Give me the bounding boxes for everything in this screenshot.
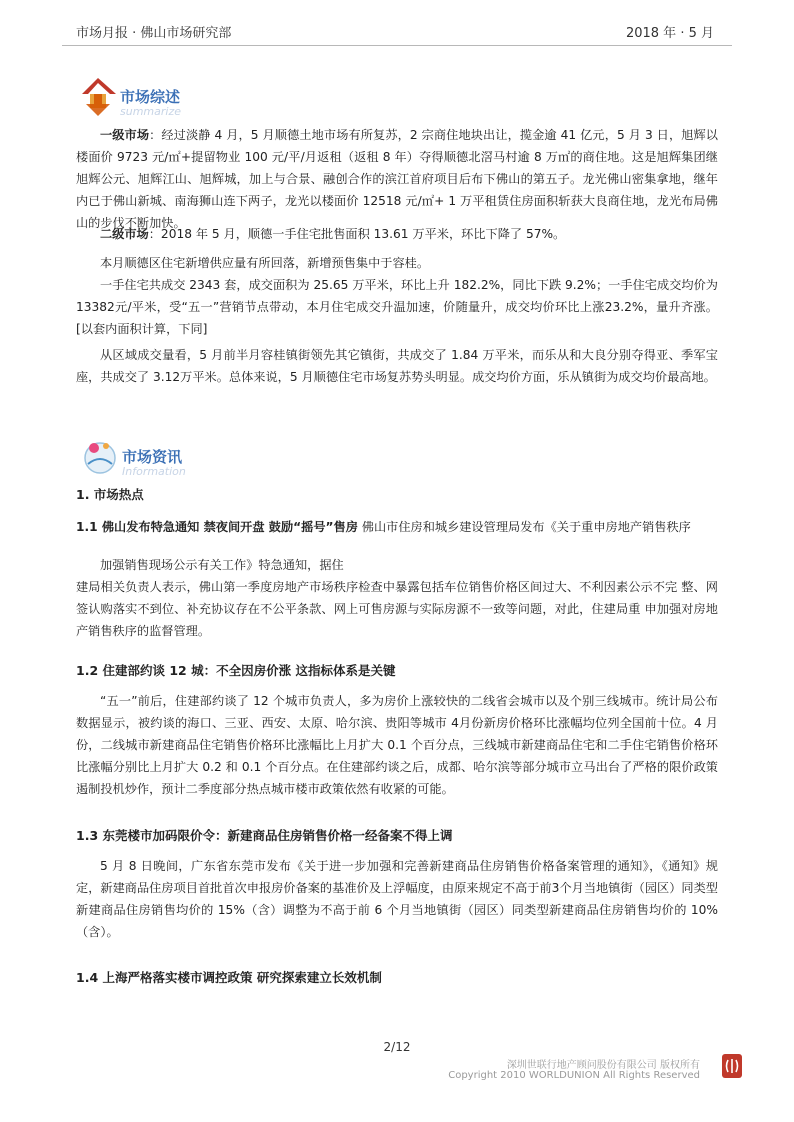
paragraph-transactions: 一手住宅共成交 2343 套，成交面积为 25.65 万平米，环比上升 182.2%，同比下跌 9.2%；一手住宅成交均价为 13382元/平米，受“五一”营销节点带动，本月住宅成交升温加速，价随量升，成交均价环比上涨23.2%，量升齐涨。[以套内面积计算，下同] [76,278,718,336]
paragraph-regional: 从区域成交量看，5 月前半月容桂镇街领先其它镇街，共成交了 1.84 万平米，而乐从和大良分别夺得亚、季军宝座，共成交了 3.12万平米。总体来说，5 月顺德住宅市场复苏势头明显。成交均价方面，乐从镇街为成交均价最高地。 [76,348,718,384]
item-1-3-title: 1.3 东莞楼市加码限价令：新建商品住房销售价格一经备案不得上调 [76,828,453,843]
header-date: 2018 年 · 5 月 [625,26,714,41]
company-logo-icon [721,1053,743,1079]
item-1-4-title: 1.4 上海严格落实楼市调控政策 研究探索建立长效机制 [76,970,382,985]
header-rule [62,45,732,46]
house-arrow-icon [78,74,122,120]
summary-logo-title: 市场综述 [120,88,181,106]
item-1-1-body: 建局相关负责人表示，佛山第一季度房地产市场秩序检查中暴露包括车位销售价格区间过大、不利因素公示不完 整、网签认购落实不到位、补充协议存在不公平条款、网上可售房源与实际房源不一致等问题，对此，住建局重 申加强对房地产销售秩序的监督管理。 [76,580,718,638]
item-1-1-title: 1.1 佛山发布特急通知 禁夜间开盘 鼓励“摇号”售房 [76,520,358,534]
information-logo-subtitle: Information [122,465,186,478]
page-number: 2/12 [383,1040,411,1054]
information-logo [80,434,230,484]
paragraph-supply: 本月顺德区住宅新增供应量有所回落，新增预售集中于容桂。 [100,256,430,270]
page-header [0,0,794,46]
item-1-2-title: 1.2 住建部约谈 12 城：不全因房价涨 这指标体系是关键 [76,663,396,678]
item-1-1-line2: 加强销售现场公示有关工作》特急通知，据住 [100,558,344,572]
item-1-1-header [76,516,718,538]
summary-logo [78,74,228,124]
information-logo-title: 市场资讯 [122,448,183,466]
paragraph-secondary-market [76,223,718,245]
footer-company: 深圳世联行地产顾问股份有限公司 版权所有 [506,1060,700,1071]
header-left-title: 市场月报 · 佛山市场研究部 [76,26,232,41]
secondary-market-text: ：2018 年 5 月，顺德一手住宅批售面积 13.61 万平米，环比下降了 57%。 [148,227,566,241]
primary-market-text: ：经过淡静 4 月，5 月顺德土地市场有所复苏，2 宗商住地块出让，揽金逾 41 亿元，5 月 3 日，旭辉以楼面价 9723 元/㎡+提留物业 100 元/平/月返租（返租 8 年）夺得顺德北滘马村逾 8 万㎡的商住地。这是旭辉集团继旭辉公元、旭辉江山、旭辉城，加上与合景、融创合作的滨江首府项目后布下佛山的第五子。龙光佛山密集拿地，继年内已于佛山新城、南海狮山连下两子，龙光以楼面价 12518 元/㎡+ 1 万平租赁住房面积斩获大良商住地，龙光布局佛山的步伐不断加快。 [76,128,718,230]
summary-logo-subtitle: summarize [120,105,181,118]
secondary-market-label: 二级市场 [100,227,149,241]
paragraph-primary-market [76,124,718,234]
primary-market-label: 一级市场 [100,128,150,142]
item-1-3-body: 5 月 8 日晚间，广东省东莞市发布《关于进一步加强和完善新建商品住房销售价格备案管理的通知》，《通知》规定，新建商品住房项目首批首次申报房价备案的基准价及上浮幅度，由原来规定不高于前3个月当地镇街（园区）同类型新建商品住房销售均价的 15%（含）调整为不高于前 6 个月当地镇街（园区）同类型新建商品住房销售均价的 10%（含）。 [76,859,718,939]
footer-copyright: Copyright 2010 WORLDUNION All Rights Reserved [448,1070,700,1081]
info-globe-icon [80,434,120,478]
heading-market-hotspots: 1. 市场热点 [76,487,144,502]
item-1-1-lead: 佛山市住房和城乡建设管理局发布《关于重申房地产销售秩序 [357,520,691,534]
item-1-2-body: “五一”前后，住建部约谈了 12 个城市负责人，多为房价上涨较快的二线省会城市以及个别三线城市。统计局公布数据显示，被约谈的海口、三亚、西安、太原、哈尔滨、贵阳等城市 4月份新房价格环比涨幅均位列全国前十位。4 月份，二线城市新建商品住宅销售价格环比涨幅比上月扩大 0.1 个百分点，三线城市新建商品住宅和二手住宅销售价格环比涨幅分别比上月扩大 0.2 和 0.1 个百分点。在住建部约谈之后，成都、哈尔滨等部分城市立马出台了严格的限价政策遏制投机炒作，预计二季度部分热点城市楼市政策依然有收紧的可能。 [76,694,718,796]
